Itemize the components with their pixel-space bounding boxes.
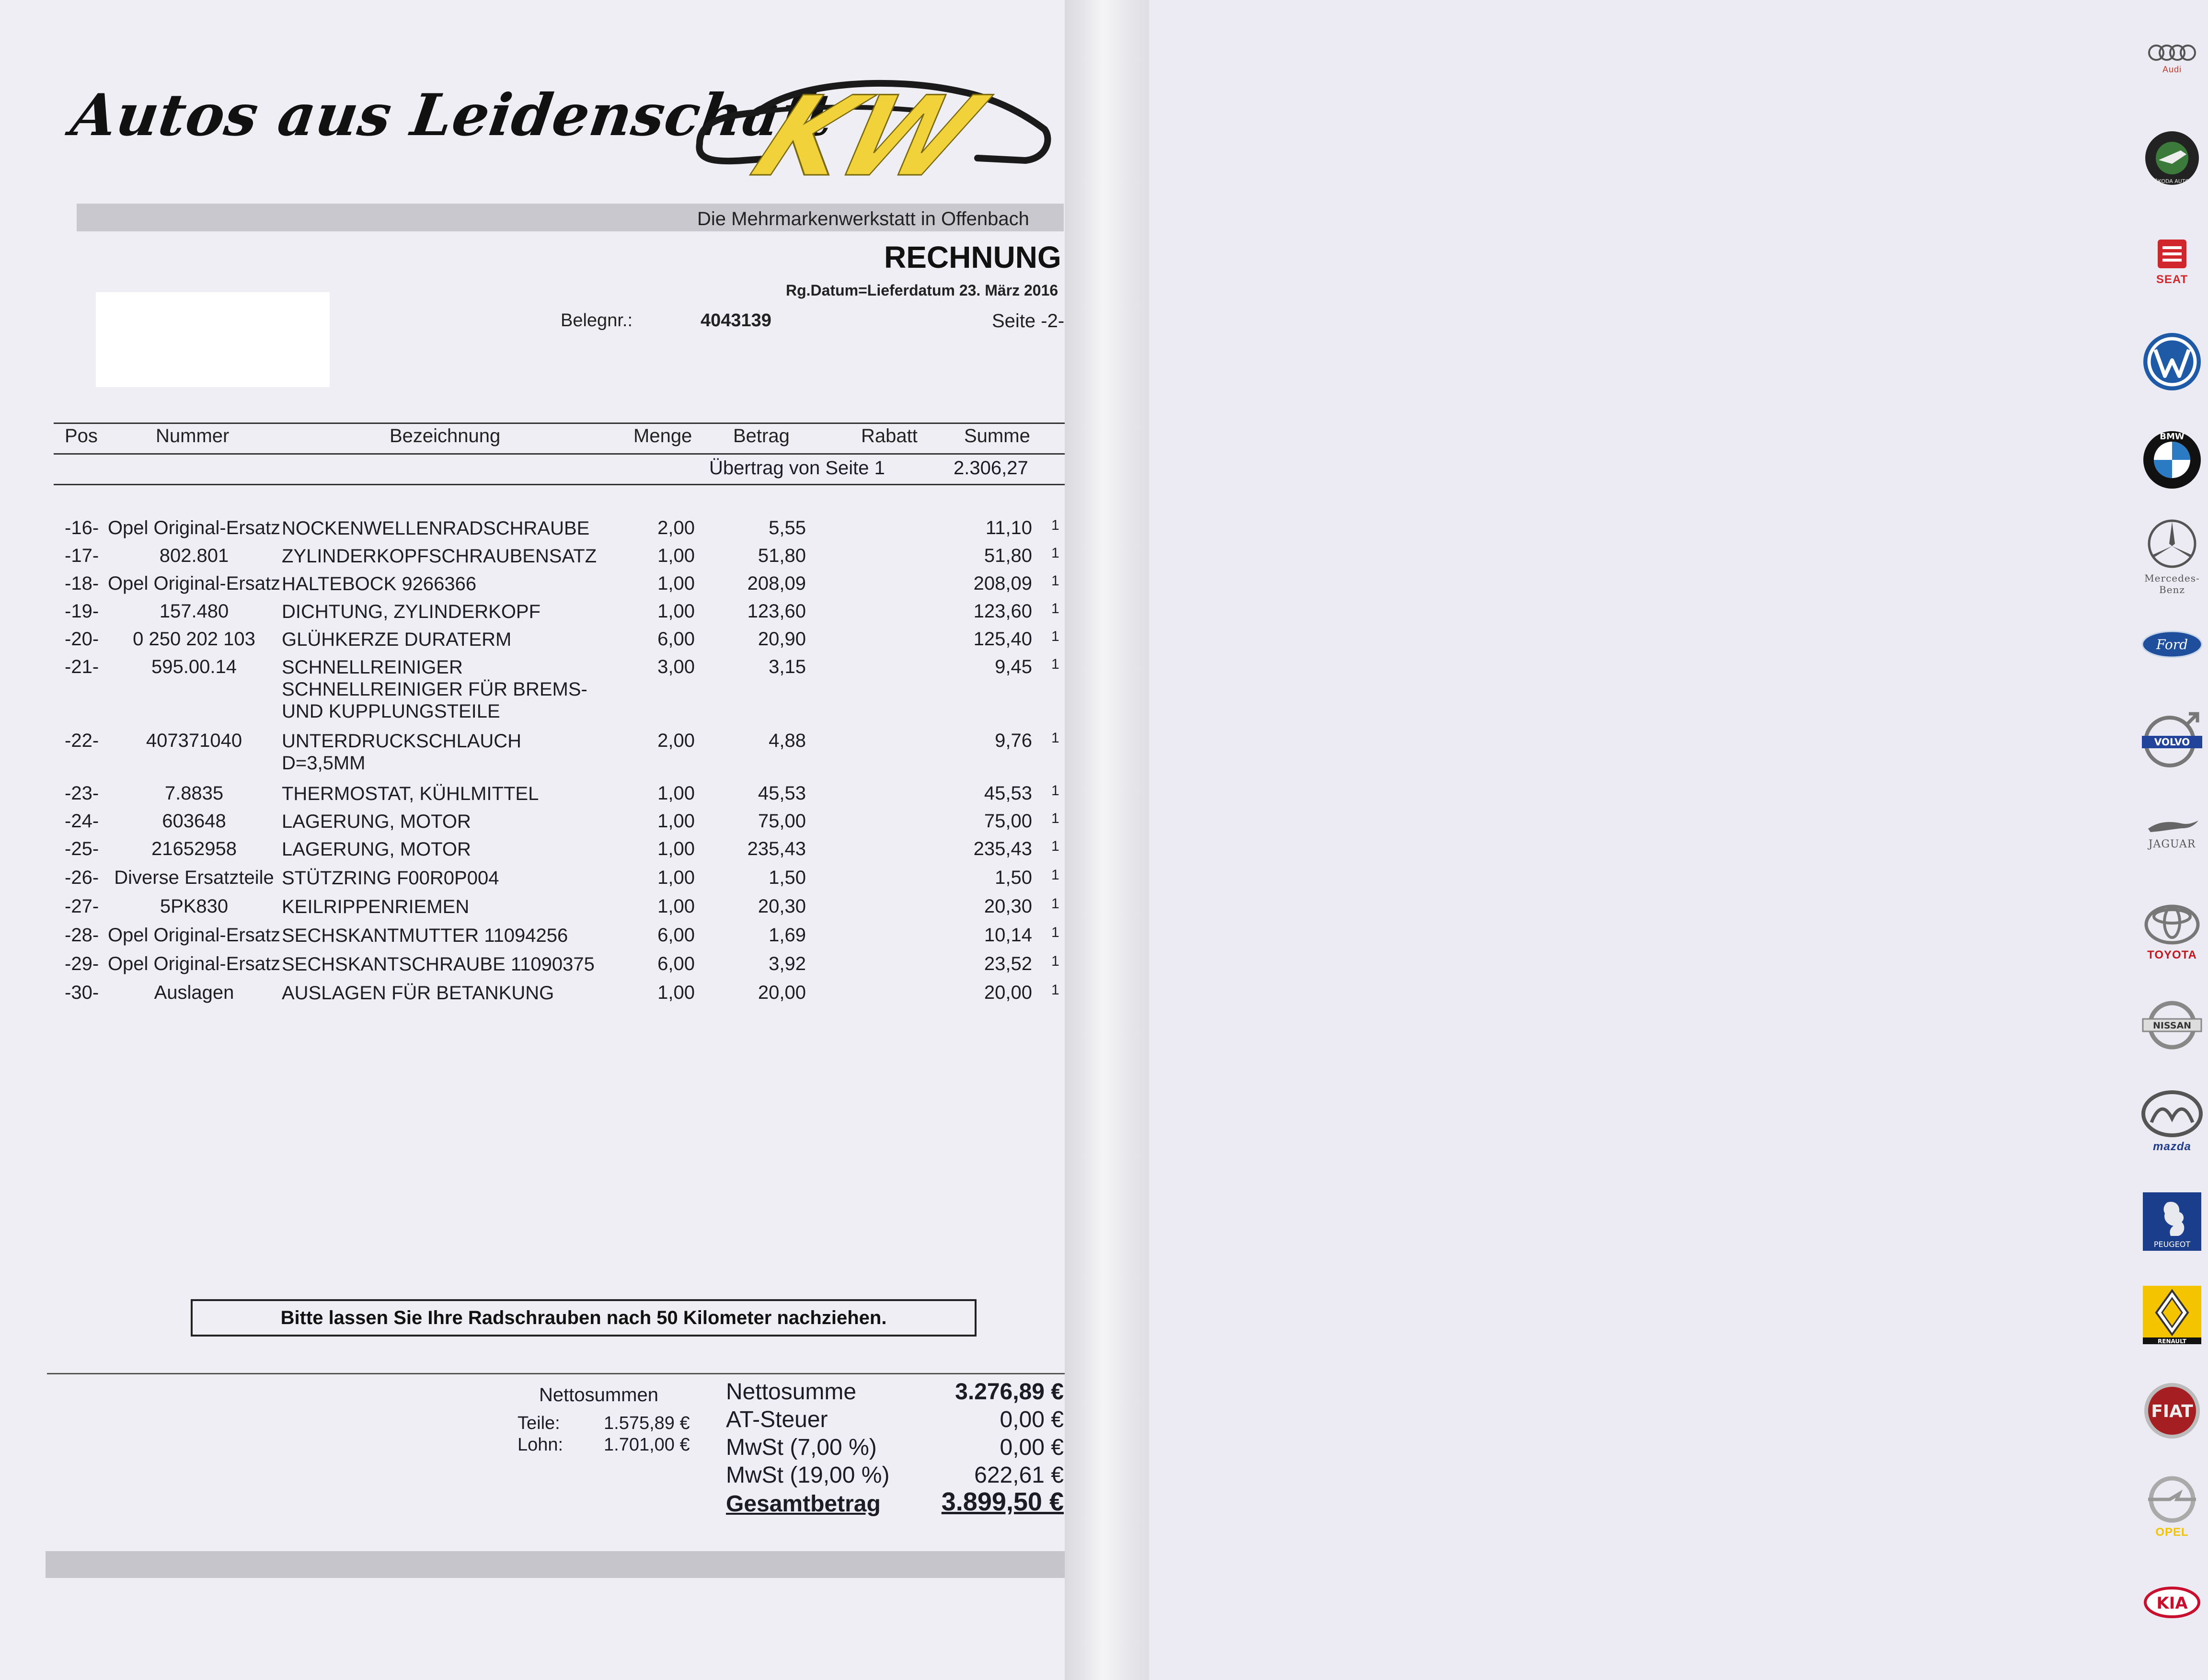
brand-label: FIAT <box>2151 1402 2193 1421</box>
cell-flag: 1 <box>1051 783 1059 799</box>
bez-line: D=3,5MM <box>282 753 366 774</box>
cell-pos: -29- <box>65 953 99 974</box>
cell-bezeichnung <box>282 730 632 774</box>
cell-flag: 1 <box>1051 601 1059 617</box>
cell-flag: 1 <box>1051 867 1059 883</box>
col-header-summe: Summe <box>964 425 1030 446</box>
ford-oval-icon <box>2136 630 2208 661</box>
cell-menge: 6,00 <box>657 925 695 946</box>
cell-bezeichnung: KEILRIPPENRIEMEN <box>282 896 470 917</box>
bez-line: UNTERDRUCKSCHLAUCH <box>282 731 522 752</box>
address-redaction <box>96 292 330 387</box>
cell-nummer: 407371040 <box>146 730 242 751</box>
cell-betrag: 123,60 <box>747 601 806 622</box>
cell-summe: 20,00 <box>984 982 1032 1003</box>
cell-menge: 1,00 <box>657 545 695 566</box>
cell-nummer: 157.480 <box>159 601 229 622</box>
carry-over-value: 2.306,27 <box>954 457 1028 479</box>
bez-line: SCHNELLREINIGER <box>282 657 463 678</box>
cell-pos: -24- <box>65 811 99 832</box>
cell-summe: 75,00 <box>984 811 1032 832</box>
brand-label: OPEL <box>2155 1526 2189 1539</box>
cell-pos: -19- <box>65 601 99 622</box>
nettosummen-title: Nettosummen <box>539 1384 658 1406</box>
cell-flag: 1 <box>1051 545 1059 561</box>
cell-flag: 1 <box>1051 838 1059 854</box>
cell-nummer: Diverse Ersatzteile <box>114 867 274 888</box>
cell-nummer: Opel Original-Ersatz <box>107 517 281 538</box>
document-title: RECHNUNG <box>884 240 1061 274</box>
brand-label: Ford <box>2156 637 2188 652</box>
cell-summe: 45,53 <box>984 783 1032 804</box>
cell-betrag: 20,90 <box>758 629 806 650</box>
mwst19-value: 622,61 € <box>974 1463 1064 1488</box>
brand-label: BMW <box>2160 432 2185 442</box>
cell-menge: 1,00 <box>657 867 695 888</box>
teile-label: Teile: <box>518 1413 560 1433</box>
cell-flag: 1 <box>1051 982 1059 998</box>
at-steuer-value: 0,00 € <box>1000 1407 1064 1432</box>
bez-line: SCHNELLREINIGER FÜR BREMS- <box>282 679 587 700</box>
cell-menge: 1,00 <box>657 982 695 1003</box>
cell-menge: 2,00 <box>657 517 695 538</box>
bez-line: UND KUPPLUNGSTEILE <box>282 701 500 722</box>
cell-summe: 10,14 <box>984 925 1032 946</box>
cell-flag: 1 <box>1051 953 1059 969</box>
cell-nummer: Opel Original-Ersatz <box>107 573 281 594</box>
beleg-number: 4043139 <box>701 310 771 331</box>
cell-summe: 9,45 <box>995 656 1032 677</box>
table-rule <box>54 453 1065 455</box>
cell-summe: 20,30 <box>984 896 1032 917</box>
carry-over-label: Übertrag von Seite 1 <box>709 457 885 479</box>
cell-flag: 1 <box>1051 629 1059 644</box>
mercedes-star-icon <box>2136 517 2208 595</box>
nissan-icon <box>2136 999 2208 1054</box>
slogan: Autos aus Leidenschaft <box>67 81 838 149</box>
lohn-value: 1.701,00 € <box>604 1435 690 1455</box>
gesamtbetrag-value: 3.899,50 € <box>941 1487 1064 1516</box>
cell-flag: 1 <box>1051 811 1059 826</box>
col-header-bezeichnung: Bezeichnung <box>390 425 501 446</box>
cell-pos: -21- <box>65 656 99 677</box>
cell-betrag: 4,88 <box>769 730 806 751</box>
mwst7-value: 0,00 € <box>1000 1435 1064 1460</box>
cell-bezeichnung: THERMOSTAT, KÜHLMITTEL <box>282 783 539 804</box>
cell-menge: 3,00 <box>657 656 695 677</box>
cell-nummer: 595.00.14 <box>151 656 237 677</box>
cell-summe: 235,43 <box>973 838 1032 859</box>
cell-bezeichnung: DICHTUNG, ZYLINDERKOPF <box>282 601 541 622</box>
summary-rule <box>47 1373 1065 1374</box>
cell-bezeichnung: AUSLAGEN FÜR BETANKUNG <box>282 983 554 1004</box>
jaguar-icon <box>2136 817 2208 850</box>
cell-betrag: 1,50 <box>769 867 806 888</box>
nettosumme-label: Nettosumme <box>726 1379 857 1405</box>
cell-betrag: 3,92 <box>769 953 806 974</box>
cell-summe: 9,76 <box>995 730 1032 751</box>
mwst19-label: MwSt (19,00 %) <box>726 1463 890 1488</box>
brand-label: Mercedes-Benz <box>2144 572 2200 595</box>
cell-bezeichnung: HALTEBOCK 9266366 <box>282 573 477 594</box>
cell-betrag: 3,15 <box>769 656 806 677</box>
cell-betrag: 235,43 <box>747 838 806 859</box>
cell-pos: -17- <box>65 545 99 566</box>
cell-betrag: 20,30 <box>758 896 806 917</box>
cell-summe: 23,52 <box>984 953 1032 974</box>
cell-betrag: 208,09 <box>747 573 806 594</box>
cell-nummer: 5PK830 <box>160 896 229 917</box>
cell-bezeichnung: STÜTZRING F00R0P004 <box>282 868 499 889</box>
bmw-icon <box>2136 429 2208 493</box>
volvo-icon <box>2136 709 2208 774</box>
brand-label: SEAT <box>2156 273 2188 286</box>
cell-bezeichnung <box>282 656 632 722</box>
cell-betrag: 45,53 <box>758 783 806 804</box>
cell-bezeichnung: LAGERUNG, MOTOR <box>282 811 471 832</box>
cell-flag: 1 <box>1051 573 1059 589</box>
cell-pos: -18- <box>65 573 99 594</box>
cell-menge: 1,00 <box>657 896 695 917</box>
cell-betrag: 51,80 <box>758 545 806 566</box>
cell-pos: -20- <box>65 629 99 650</box>
cell-menge: 6,00 <box>657 629 695 650</box>
mwst7-label: MwSt (7,00 %) <box>726 1435 877 1460</box>
cell-nummer: 0 250 202 103 <box>133 629 255 650</box>
gesamtbetrag-label: Gesamtbetrag <box>726 1491 881 1517</box>
cell-bezeichnung: GLÜHKERZE DURATERM <box>282 629 512 650</box>
cell-nummer: Opel Original-Ersatz <box>107 925 281 946</box>
cell-pos: -16- <box>65 517 99 538</box>
at-steuer-label: AT-Steuer <box>726 1407 828 1432</box>
cell-menge: 1,00 <box>657 811 695 832</box>
tagline: Die Mehrmarkenwerkstatt in Offenbach <box>697 208 1029 229</box>
cell-nummer: 7.8835 <box>164 783 224 804</box>
audi-rings-icon <box>2136 43 2208 75</box>
brand-label: VOLVO <box>2154 736 2190 748</box>
brand-label: KIA <box>2156 1594 2188 1613</box>
table-rule <box>54 484 1065 485</box>
footer-bar <box>46 1551 1065 1578</box>
mazda-icon <box>2136 1090 2208 1154</box>
invoice-page <box>0 0 1065 1680</box>
cell-bezeichnung: SECHSKANTSCHRAUBE 11090375 <box>282 954 595 975</box>
cell-betrag: 1,69 <box>769 925 806 946</box>
brand-label: NISSAN <box>2152 1020 2192 1031</box>
cell-summe: 11,10 <box>985 517 1032 538</box>
cell-pos: -22- <box>65 730 99 751</box>
cell-bezeichnung: LAGERUNG, MOTOR <box>282 839 471 860</box>
cell-flag: 1 <box>1051 896 1059 912</box>
cell-betrag: 75,00 <box>758 811 806 832</box>
cell-summe: 51,80 <box>984 545 1032 566</box>
col-header-nummer: Nummer <box>156 425 230 446</box>
opel-blitz-icon <box>2136 1475 2208 1539</box>
cell-menge: 1,00 <box>657 573 695 594</box>
beleg-label: Belegnr.: <box>561 310 632 331</box>
brand-label: Audi <box>2162 65 2182 74</box>
teile-value: 1.575,89 € <box>604 1413 690 1433</box>
cell-menge: 1,00 <box>657 601 695 622</box>
cell-betrag: 5,55 <box>769 517 806 538</box>
peugeot-lion-icon <box>2136 1190 2208 1255</box>
cell-flag: 1 <box>1051 730 1059 746</box>
kw-logo <box>690 62 1054 216</box>
invoice-date: Rg.Datum=Lieferdatum 23. März 2016 <box>786 282 1058 299</box>
cell-summe: 208,09 <box>973 573 1032 594</box>
cell-summe: 123,60 <box>973 601 1032 622</box>
seat-icon <box>2136 237 2208 286</box>
cell-summe: 125,40 <box>973 629 1032 650</box>
cell-nummer: Opel Original-Ersatz <box>107 953 281 974</box>
cell-flag: 1 <box>1051 517 1059 533</box>
cell-nummer: Auslagen <box>154 982 234 1003</box>
cell-menge: 1,00 <box>657 838 695 859</box>
cell-menge: 6,00 <box>657 953 695 974</box>
lohn-label: Lohn: <box>518 1435 564 1455</box>
brand-label: ŠKODA AUTO <box>2154 178 2190 184</box>
col-header-rabatt: Rabatt <box>861 425 918 446</box>
toyota-icon <box>2136 903 2208 962</box>
cell-summe: 1,50 <box>995 867 1032 888</box>
brand-label: JAGUAR <box>2148 838 2196 850</box>
col-header-pos: Pos <box>65 425 98 446</box>
renault-diamond-icon <box>2136 1284 2208 1349</box>
cell-nummer: 802.801 <box>159 545 229 566</box>
cell-pos: -23- <box>65 783 99 804</box>
wheel-bolt-notice: Bitte lassen Sie Ihre Radschrauben nach 50 Kilometer nachziehen. <box>191 1299 977 1337</box>
cell-pos: -30- <box>65 982 99 1003</box>
table-rule <box>54 423 1065 424</box>
brand-label: mazda <box>2153 1140 2191 1153</box>
brand-label: RENAULT <box>2158 1338 2186 1345</box>
skoda-icon <box>2136 129 2208 189</box>
cell-flag: 1 <box>1051 656 1059 672</box>
cell-flag: 1 <box>1051 925 1059 940</box>
cell-bezeichnung: NOCKENWELLENRADSCHRAUBE <box>282 518 590 539</box>
cell-betrag: 20,00 <box>758 982 806 1003</box>
brand-strip <box>1065 0 2200 1680</box>
logo-text: KW <box>735 73 1000 202</box>
vw-icon <box>2136 331 2208 395</box>
cell-nummer: 21652958 <box>151 838 237 859</box>
col-header-betrag: Betrag <box>733 425 790 446</box>
brand-label: TOYOTA <box>2147 949 2197 961</box>
col-header-menge: Menge <box>633 425 692 446</box>
cell-menge: 1,00 <box>657 783 695 804</box>
cell-bezeichnung: ZYLINDERKOPFSCHRAUBENSATZ <box>282 546 597 567</box>
kia-icon <box>2136 1586 2208 1622</box>
cell-pos: -26- <box>65 867 99 888</box>
cell-pos: -28- <box>65 925 99 946</box>
fiat-icon <box>2136 1382 2208 1442</box>
cell-bezeichnung: SECHSKANTMUTTER 11094256 <box>282 925 568 946</box>
brand-label: PEUGEOT <box>2153 1240 2191 1249</box>
cell-menge: 2,00 <box>657 730 695 751</box>
nettosumme-value: 3.276,89 € <box>955 1379 1064 1405</box>
page-number: Seite -2- <box>992 310 1065 331</box>
cell-pos: -25- <box>65 838 99 859</box>
cell-pos: -27- <box>65 896 99 917</box>
cell-nummer: 603648 <box>162 811 226 832</box>
